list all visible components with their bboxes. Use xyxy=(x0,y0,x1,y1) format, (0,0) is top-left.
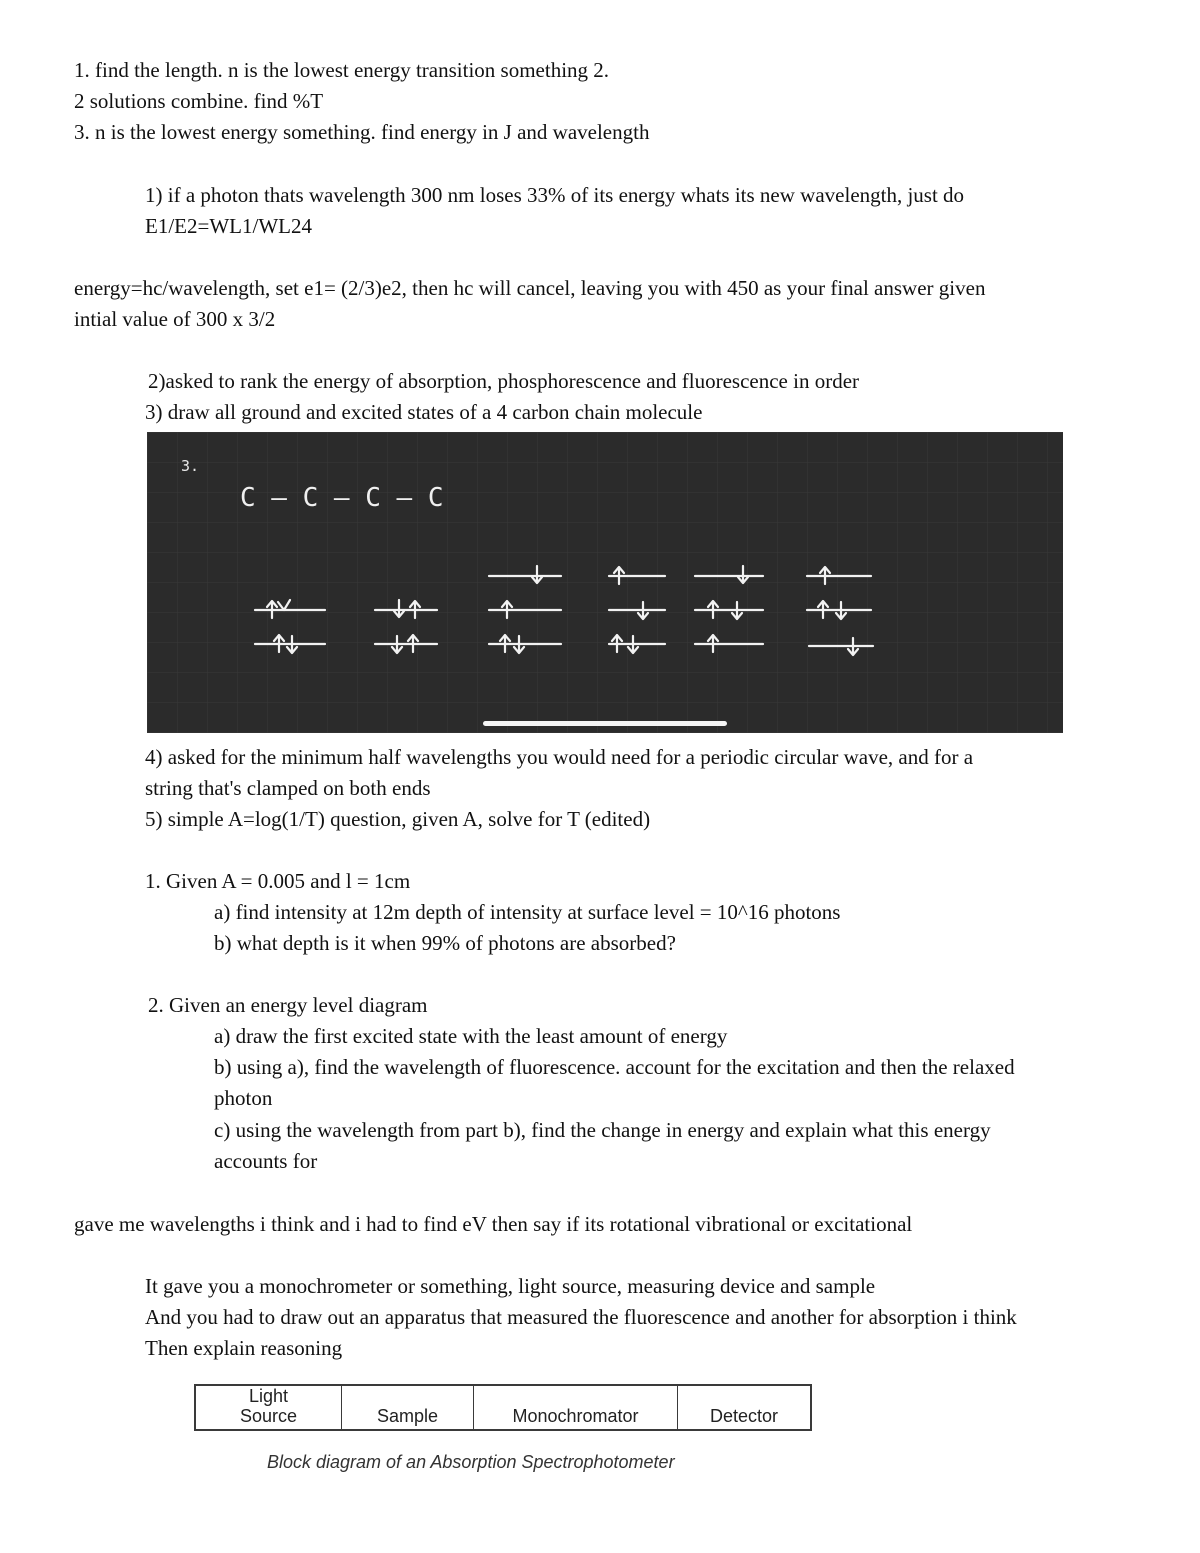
ev-note: gave me wavelengths i think and i had to find eV then say if its rotational vibrational or excitational xyxy=(74,1212,913,1236)
light-source-label-1: Light xyxy=(248,1386,289,1406)
apparatus-line-1: It gave you a monochrometer or something, light source, measuring device and sample xyxy=(145,1274,876,1298)
q1-line-2: E1/E2=WL1/WL24 xyxy=(145,214,312,238)
light-source-label-2: Source xyxy=(239,1406,298,1426)
apparatus-line-3: Then explain reasoning xyxy=(145,1336,343,1360)
intro-line-1: 1. find the length. n is the lowest energy transition something 2. xyxy=(74,58,610,82)
energy-note-line-2: intial value of 300 x 3/2 xyxy=(74,307,276,331)
grid-background xyxy=(147,432,1063,733)
problem-2-part-b-line-1: b) using a), find the wavelength of fluorescence. account for the excitation and then the relaxed xyxy=(214,1055,1015,1079)
monochromator-box xyxy=(474,1386,678,1429)
problem-2-part-c-line-1: c) using the wavelength from part b), find the change in energy and explain what this energy xyxy=(214,1118,991,1142)
detector-box xyxy=(678,1386,810,1429)
energy-note-line-1: energy=hc/wavelength, set e1= (2/3)e2, then hc will cancel, leaving you with 450 as your final answer given xyxy=(74,276,986,300)
light-source-box xyxy=(196,1386,342,1429)
problem-2-part-c-line-2: accounts for xyxy=(214,1149,318,1173)
sample-label: Sample xyxy=(376,1406,439,1426)
detector-label: Detector xyxy=(709,1406,779,1426)
q2-line: 2)asked to rank the energy of absorption, phosphorescence and fluorescence in order xyxy=(148,369,860,393)
molecule-label: C – C – C – C xyxy=(240,483,444,513)
problem-1-heading: 1. Given A = 0.005 and l = 1cm xyxy=(145,869,411,893)
q4-line-1: 4) asked for the minimum half wavelengths you would need for a periodic circular wave, and for a xyxy=(145,745,974,769)
block-diagram-caption: Block diagram of an Absorption Spectrophotometer xyxy=(267,1452,675,1472)
intro-line-2: 2 solutions combine. find %T xyxy=(74,89,324,113)
problem-2-part-b-line-2: photon xyxy=(214,1086,273,1110)
q1-line-1: 1) if a photon thats wavelength 300 nm loses 33% of its energy whats its new wavelength, just do xyxy=(145,183,965,207)
problem-2-part-a: a) draw the first excited state with the least amount of energy xyxy=(214,1024,728,1048)
scroll-indicator xyxy=(483,721,727,726)
handwritten-drawing xyxy=(147,432,1063,733)
q3-line: 3) draw all ground and excited states of a 4 carbon chain molecule xyxy=(145,400,703,424)
sample-box xyxy=(342,1386,474,1429)
intro-line-3: 3. n is the lowest energy something. find energy in J and wavelength xyxy=(74,120,650,144)
block-diagram xyxy=(194,1384,812,1431)
q5-line: 5) simple A=log(1/T) question, given A, solve for T (edited) xyxy=(145,807,651,831)
monochromator-label: Monochromator xyxy=(512,1406,639,1426)
drawing-number: 3. xyxy=(181,457,200,475)
energy-level-sketch xyxy=(147,432,1063,733)
problem-2-heading: 2. Given an energy level diagram xyxy=(148,993,428,1017)
q4-line-2: string that's clamped on both ends xyxy=(145,776,431,800)
apparatus-line-2: And you had to draw out an apparatus that measured the fluorescence and another for absorption i think xyxy=(145,1305,1017,1329)
problem-1-part-a: a) find intensity at 12m depth of intensity at surface level = 10^16 photons xyxy=(214,900,841,924)
problem-1-part-b: b) what depth is it when 99% of photons are absorbed? xyxy=(214,931,676,955)
